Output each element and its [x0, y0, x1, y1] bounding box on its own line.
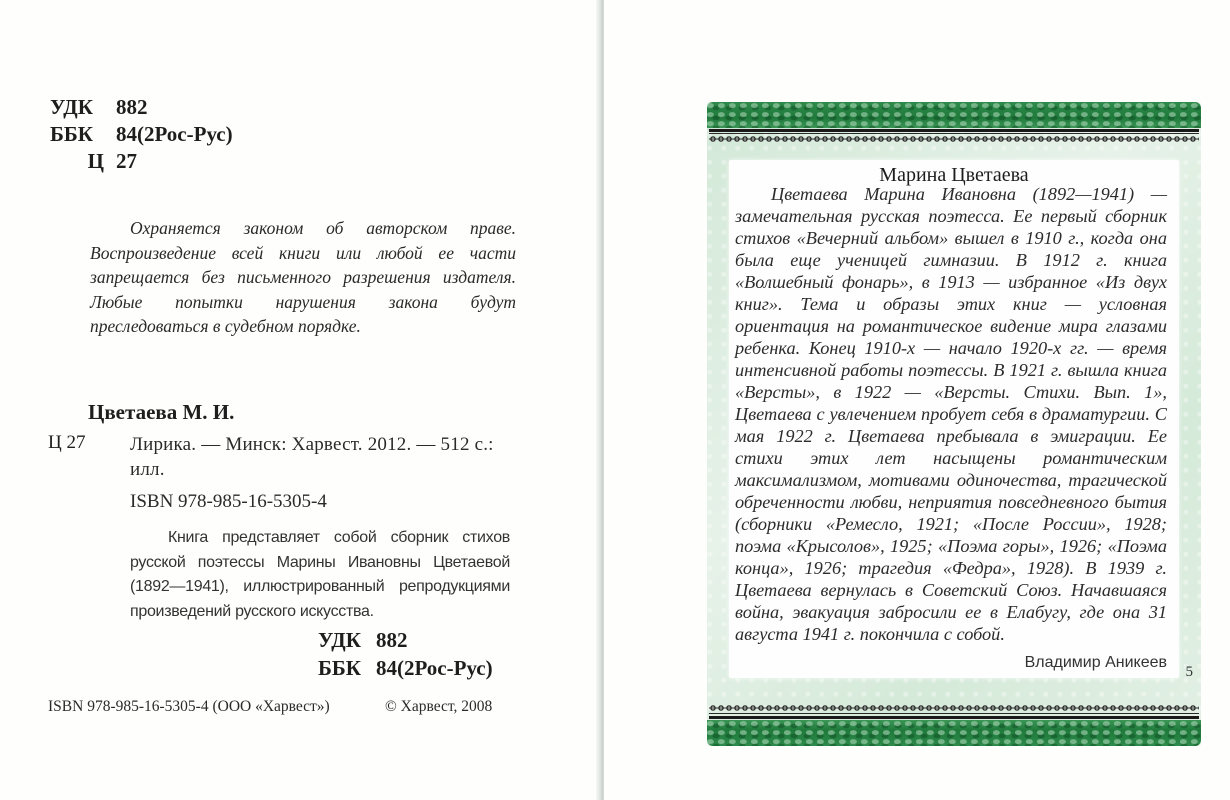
green-band-top — [707, 102, 1201, 128]
udc-row — [50, 94, 233, 121]
bbk-value: 84(2Рос-Рус) — [376, 656, 493, 680]
footer-copyright: © Харвест, 2008 — [385, 698, 493, 715]
udc-key: УДК — [318, 628, 361, 652]
copyright-notice-text: Охраняется законом об авторском праве. Воспроизведение всей книги или любой ее части запрещается без письменного разрешения издателя. Любые попытки нарушения закона будут преследоваться в судебном порядке. — [90, 218, 516, 336]
bio-panel — [729, 160, 1179, 678]
classification-block-bottom — [318, 626, 493, 682]
catalog-isbn: ISBN 978-985-16-5305-4 — [130, 491, 327, 512]
right-page — [604, 0, 1230, 800]
udc-value: 882 — [376, 628, 408, 652]
ornament-rule-bottom — [709, 705, 1199, 719]
author-mark-key: Ц — [87, 149, 104, 173]
footer-isbn: ISBN 978-985-16-5305-4 (ООО «Харвест») — [48, 698, 330, 715]
catalog-author: Цветаева М. И. — [88, 400, 235, 424]
annotation-text: Книга представляет собой сборник стихов русской поэтессы Марины Ивановны Цветаевой (1892—1941), иллюстрированный репродукциями произведений русского искусства. — [130, 529, 510, 620]
bio-signature: Владимир Аникеев — [1024, 654, 1167, 671]
classification-block — [50, 94, 233, 175]
bbk-row-bottom — [318, 654, 493, 682]
bbk-row — [50, 121, 233, 148]
bio-paragraph: Цветаева Марина Ивановна (1892—1941) — замечательная русская поэтесса. Ее первый сборник стихов «Вечерний альбом» вышел в 1910 г., когда она была еще ученицей гимназии. В 1912 г. книга «Волшебный фонарь», в 1913 — избранное «Из двух книг». Тема и образы этих книг — условная ориентация на романтическое видение мира глазами ребенка. Конец 1910-х — начало 1920-х гг. — время интенсивной работы поэтессы. В 1921 г. вышла книга «Версты», в 1922 — «Версты. Стихи. Вып. 1», Цветаева с увлечением пробует себя в драматургии. С мая 1922 г. Цветаева пребывала в эмиграции. Ее стихи этих лет насыщены романтическим максимализмом, мотивами одиночества, трагической обреченности любви, неприятия повседневного бытия (сборники «Ремесло, 1921; «После России», 1928; поэма «Крысолов», 1925; «Поэма горы», 1926; «Поэма конца», 1926; трагедия «Федра», 1928). В 1939 г. Цветаева вернулась в Советский Союз. Начавшаяся война, эвакуация забросили ее в Елабугу, где она 31 августа 1941 г. покончила с собой. — [735, 184, 1167, 644]
author-mark-row — [50, 148, 233, 175]
catalog-annotation — [130, 526, 510, 624]
bio-text — [735, 183, 1167, 645]
decorative-frame — [707, 102, 1201, 746]
catalog-description: Лирика. — Минск: Харвест. 2012. — 512 с.: илл. — [130, 434, 494, 480]
bbk-key: ББК — [50, 122, 93, 146]
page-number: 5 — [1185, 664, 1193, 680]
bbk-value: 84(2Рос-Рус) — [116, 122, 233, 146]
bead-ornament — [709, 705, 1199, 711]
left-page — [0, 0, 598, 800]
copyright-notice — [90, 216, 516, 339]
green-band-bottom — [707, 720, 1201, 746]
catalog-code: Ц 27 — [48, 432, 86, 453]
bbk-key: ББК — [318, 656, 361, 680]
author-mark-value: 27 — [116, 149, 137, 173]
ornament-rule-top — [709, 129, 1199, 143]
udc-row-bottom — [318, 626, 493, 654]
udc-key: УДК — [50, 95, 93, 119]
udc-value: 882 — [116, 95, 148, 119]
bead-ornament — [709, 136, 1199, 142]
bio-title: Марина Цветаева — [879, 164, 1029, 186]
